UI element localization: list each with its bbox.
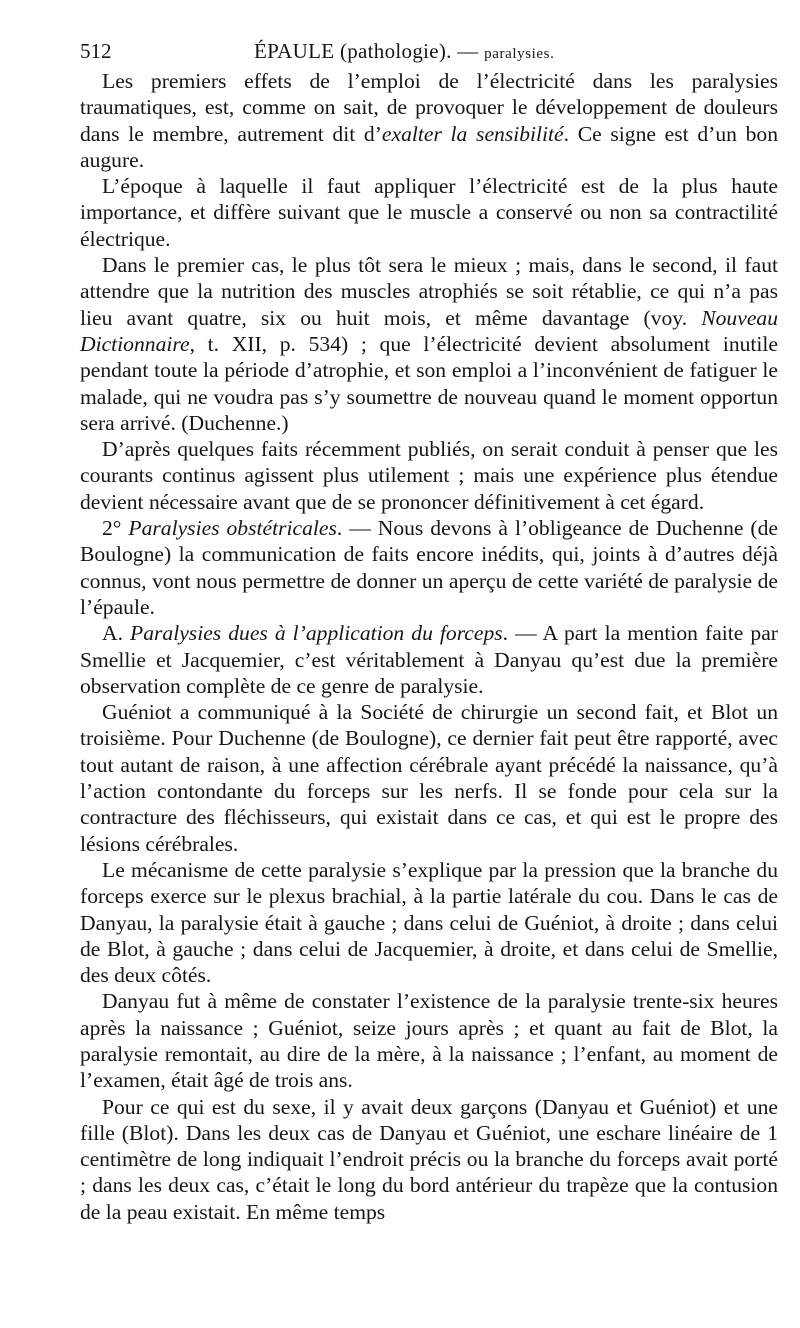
running-head-section: (pathologie). (339, 39, 452, 63)
emphasis: exalter la sensibilité (381, 121, 564, 146)
paragraph-1: Les premiers effets de l’emploi de l’électricité dans les paralysies traumatiques, est, comme on sait, de provoquer le développement de douleurs dans le membre, autrement dit d’exalter la sensibilité. Ce signe est d’un bon augure. (80, 69, 778, 172)
paragraph-9: Danyau fut à même de constater l’existence de la paralysie trente-six heures après la naissance ; Guéniot, seize jours après ; et quant au fait de Blot, la paralysie remontait, au dire de la mère, à la naissance ; l’enfant, au moment de l’examen, était âgé de trois ans. (80, 989, 778, 1093)
running-header (80, 36, 778, 66)
emphasis: Nouveau Dictionnaire (80, 305, 778, 356)
subsection-heading: Paralysies dues à l’application du forceps (130, 621, 503, 646)
running-head-title (254, 36, 554, 69)
running-head-dash: — (451, 39, 485, 63)
running-head-main: ÉPAULE (254, 39, 335, 63)
paragraph-8: Le mécanisme de cette paralysie s’explique par la pression que la branche du forceps exerce sur le plexus brachial, à la partie latérale du cou. Dans le cas de Danyau, la paralysie était à gauche ; dans celui de Guéniot, à droite ; dans celui de Blot, à gauche ; dans celui de Jacquemier, à droite, et dans celui de Smellie, des deux côtés. (80, 857, 778, 988)
paragraph-6: A. Paralysies dues à l’application du forceps. — A part la mention faite par Smellie et Jacquemier, c’est véritablement à Danyau qu’est due la première observation complète de ce genre de paralysie. (80, 621, 778, 698)
paragraph-2: L’époque à laquelle il faut appliquer l’électricité est de la plus haute importance, et diffère suivant que le muscle a conservé ou non sa contractilité électrique. (80, 174, 778, 251)
paragraph-7: Guéniot a communiqué à la Société de chirurgie un second fait, et Blot un troisième. Pour Duchenne (de Boulogne), ce dernier fait peut être rapporté, avec tout autant de raison, à une affection cérébrale ayant précédé la naissance, qu’à l’action contondante du forceps sur les nerfs. Il se fonde pour cela sur la contracture des fléchisseurs, qui existait dans ce cas, et qui est le propre des lésions cérébrales. (80, 700, 778, 856)
paragraph-10: Pour ce qui est du sexe, il y avait deux garçons (Danyau et Guéniot) et une fille (Blot). Dans les deux cas de Danyau et Guéniot, une eschare linéaire de 1 centimètre de long indiquait l’endroit précis ou la branche du forceps avait porté ; dans les deux cas, c’était le long du bord antérieur du trapèze que la contusion de la peau existait. En même temps (80, 1094, 778, 1224)
section-heading: Paralysies obstétricales (128, 516, 337, 541)
paragraph-5: 2° Paralysies obstétricales. — Nous devons à l’obligeance de Duchenne (de Boulogne) la communication de faits encore inédits, qui, joints à d’autres déjà connus, vont nous permettre de donner un aperçu de cette variété de paralysie de l’épaule. (80, 516, 778, 619)
running-head-subsection: paralysies. (484, 46, 555, 62)
paragraph-3: Dans le premier cas, le plus tôt sera le mieux ; mais, dans le second, il faut attendre que la nutrition des muscles atrophiés se soit rétablie, ce qui n’a pas lieu avant quatre, six ou huit mois, et même davantage (voy. Nouveau Dictionnaire, t. XII, p. 534) ; que l’électricité devient absolument inutile pendant toute la période d’atrophie, et son emploi a l’inconvénient de fatiguer le malade, qui ne voudra pas s’y soumettre de nouveau quand le moment opportun sera arrivé. (Duchenne.) (80, 253, 778, 435)
paragraph-4: D’après quelques faits récemment publiés, on serait conduit à penser que les courants continus agissent plus utilement ; mais une expérience plus étendue devient nécessaire avant que de se prononcer définitivement à cet égard. (80, 437, 778, 514)
body-text (80, 68, 778, 1225)
page-number: 512 (80, 39, 112, 63)
